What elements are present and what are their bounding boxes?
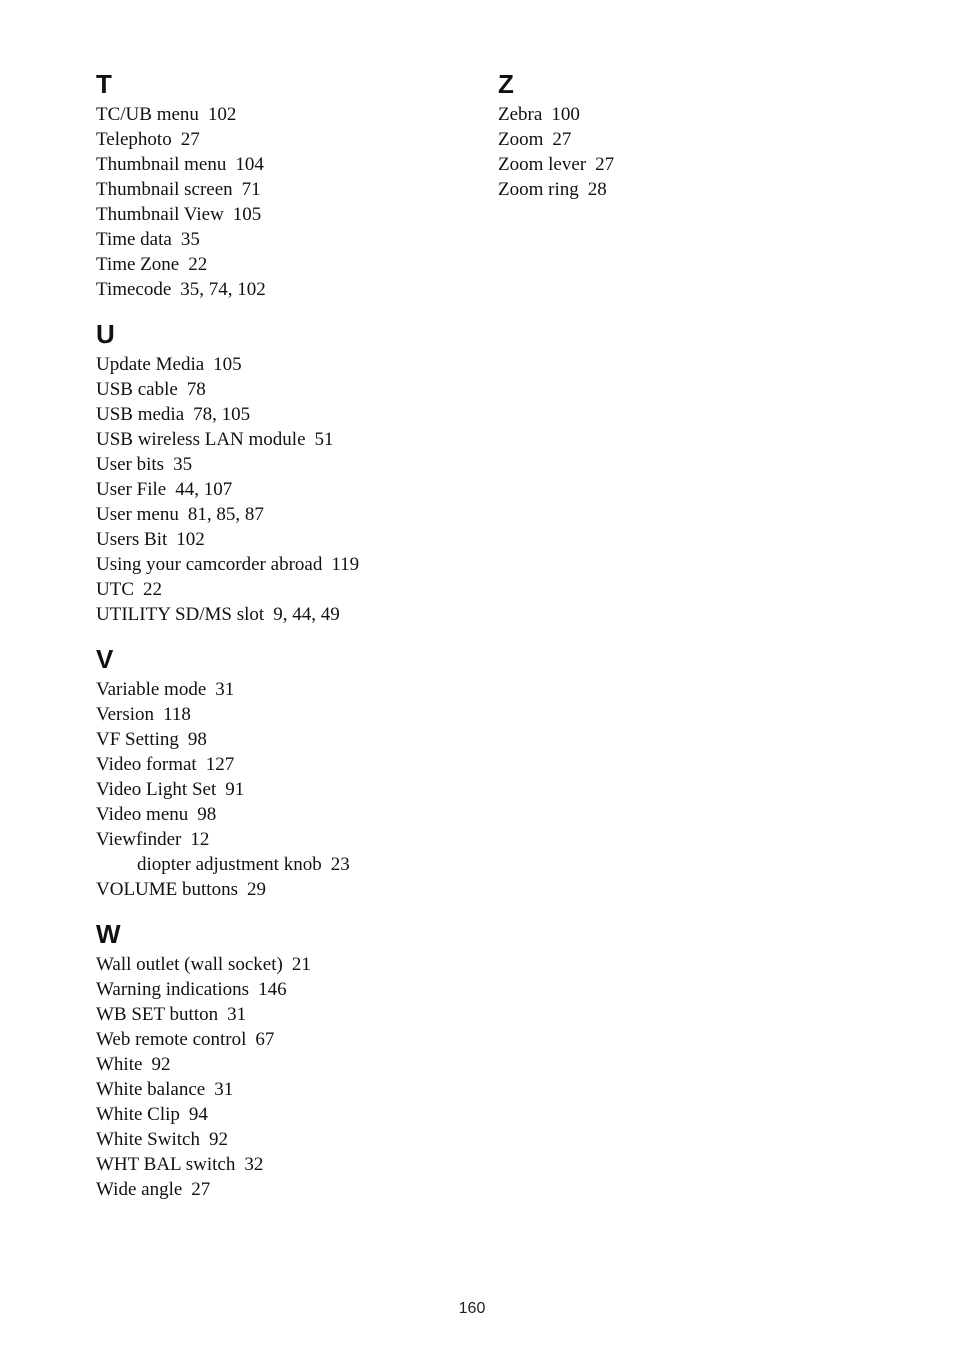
entry-term: Timecode	[96, 279, 172, 300]
entry-page-refs: 35, 74, 102	[180, 279, 266, 300]
entry-term: Wall outlet (wall socket)	[96, 954, 283, 975]
entry-page-refs: 98	[197, 804, 217, 825]
entry-page-refs: 91	[225, 779, 245, 800]
index-entry	[96, 1152, 476, 1177]
entry-term: WHT BAL switch	[96, 1154, 236, 1175]
index-entry	[96, 127, 476, 152]
index-entry	[96, 752, 476, 777]
index-entry	[96, 102, 476, 127]
index-entry	[498, 127, 878, 152]
index-entry	[96, 502, 476, 527]
entry-term: Time Zone	[96, 254, 180, 275]
index-entry	[96, 1052, 476, 1077]
index-entry	[96, 427, 476, 452]
entry-page-refs: 67	[255, 1029, 275, 1050]
entry-page-refs: 22	[143, 579, 162, 600]
entry-term: VF Setting	[96, 729, 179, 750]
entry-page-refs: 27	[180, 129, 200, 150]
entry-term: Telephoto	[96, 129, 172, 150]
entry-term: Video Light Set	[96, 779, 217, 800]
index-entry	[96, 152, 476, 177]
entry-page-refs: 102	[176, 529, 205, 550]
index-entry	[96, 602, 476, 627]
index-entry	[96, 552, 476, 577]
entry-page-refs: 98	[187, 729, 207, 750]
entry-page-refs: 31	[215, 679, 235, 700]
entry-term: Zebra	[498, 104, 543, 125]
entry-page-refs: 78	[186, 379, 206, 400]
entry-term: USB cable	[96, 379, 178, 400]
entry-page-refs: 127	[205, 754, 235, 775]
section-letter-heading: U	[96, 319, 115, 349]
entry-term: White balance	[96, 1079, 206, 1100]
entry-page-refs: 104	[235, 154, 264, 175]
entry-page-refs: 21	[291, 954, 311, 975]
entry-term: Users Bit	[96, 529, 168, 550]
entry-page-refs: 9, 44, 49	[273, 604, 340, 625]
entry-page-refs: 22	[188, 254, 208, 275]
entry-page-refs: 31	[214, 1079, 234, 1100]
entry-term: Web remote control	[96, 1029, 247, 1050]
entry-page-refs: 27	[552, 129, 572, 150]
index-entry	[96, 477, 476, 502]
entry-term: Zoom ring	[498, 179, 579, 200]
entry-page-refs: 92	[208, 1129, 228, 1150]
index-column-left	[96, 66, 476, 1216]
index-entry	[96, 1002, 476, 1027]
entry-page-refs: 27	[595, 154, 615, 175]
entry-term: Time data	[96, 229, 172, 250]
entry-term: Using your camcorder abroad	[96, 554, 323, 575]
index-entry	[498, 152, 878, 177]
section-letter-heading: T	[96, 69, 112, 99]
index-entry	[96, 252, 476, 277]
index-entry	[96, 1027, 476, 1052]
index-section	[96, 66, 476, 302]
entry-page-refs: 32	[244, 1154, 264, 1175]
index-section	[96, 916, 476, 1202]
entry-term: User bits	[96, 454, 165, 475]
entry-term: User File	[96, 479, 167, 500]
entry-term: User menu	[96, 504, 179, 525]
entry-page-refs: 28	[587, 179, 607, 200]
entry-page-refs: 35	[173, 454, 193, 475]
entry-page-refs: 119	[331, 554, 360, 575]
entry-page-refs: 146	[258, 979, 287, 1000]
index-entry	[96, 227, 476, 252]
index-entry	[96, 277, 476, 302]
entry-page-refs: 102	[207, 104, 237, 125]
index-entry	[96, 827, 476, 852]
section-letter-heading: V	[96, 644, 114, 674]
entry-term: White Switch	[96, 1129, 200, 1150]
entry-term: Variable mode	[96, 679, 207, 700]
entry-term: White	[96, 1054, 143, 1075]
index-section	[498, 66, 878, 202]
entry-page-refs: 105	[232, 204, 262, 225]
index-entry	[96, 527, 476, 552]
index-entry	[96, 202, 476, 227]
index-section	[96, 316, 476, 627]
index-entry	[96, 777, 476, 802]
index-entry	[498, 177, 878, 202]
section-letter-heading: W	[96, 919, 121, 949]
entry-term: Zoom lever	[498, 154, 587, 175]
entry-term: Version	[96, 704, 155, 725]
index-entry	[96, 352, 476, 377]
entry-page-refs: 71	[241, 179, 261, 200]
index-entry	[96, 702, 476, 727]
index-entry	[96, 1177, 476, 1202]
index-entry	[498, 102, 878, 127]
entry-term: USB media	[96, 404, 185, 425]
entry-term: Viewfinder	[96, 829, 182, 850]
entry-page-refs: 23	[330, 854, 350, 875]
index-subentry	[96, 852, 476, 877]
index-entry	[96, 1077, 476, 1102]
entry-page-refs: 12	[190, 829, 210, 850]
entry-page-refs: 31	[227, 1004, 247, 1025]
entry-page-refs: 118	[163, 704, 191, 725]
index-entry	[96, 677, 476, 702]
section-letter-heading: Z	[498, 69, 514, 99]
entry-page-refs: 94	[188, 1104, 208, 1125]
index-entry	[96, 952, 476, 977]
entry-term: Thumbnail View	[96, 204, 224, 225]
entry-page-refs: 105	[213, 354, 242, 375]
index-entry	[96, 727, 476, 752]
entry-term: Video format	[96, 754, 197, 775]
index-entry	[96, 177, 476, 202]
entry-page-refs: 78, 105	[193, 404, 251, 425]
entry-term: Wide angle	[96, 1179, 183, 1200]
entry-page-refs: 29	[246, 879, 266, 900]
entry-page-refs: 92	[151, 1054, 171, 1075]
index-entry	[96, 402, 476, 427]
entry-page-refs: 81, 85, 87	[187, 504, 264, 525]
entry-term: TC/UB menu	[96, 104, 199, 125]
index-entry	[96, 977, 476, 1002]
entry-term: Zoom	[498, 129, 544, 150]
entry-page-refs: 27	[191, 1179, 211, 1200]
entry-term: Warning indications	[96, 979, 250, 1000]
entry-term: Video menu	[96, 804, 189, 825]
entry-page-refs: 100	[551, 104, 580, 125]
entry-term: Update Media	[96, 354, 205, 375]
index-entry	[96, 577, 476, 602]
index-entry	[96, 377, 476, 402]
entry-term: White Clip	[96, 1104, 180, 1125]
index-section	[96, 641, 476, 902]
entry-term: VOLUME buttons	[96, 879, 238, 900]
entry-term: Thumbnail screen	[96, 179, 233, 200]
entry-page-refs: 35	[180, 229, 200, 250]
index-entry	[96, 1127, 476, 1152]
entry-page-refs: 51	[314, 429, 334, 450]
index-entry	[96, 1102, 476, 1127]
entry-term: Thumbnail menu	[96, 154, 227, 175]
entry-term: UTC	[96, 579, 134, 600]
index-column-right	[498, 66, 878, 216]
entry-term: WB SET button	[96, 1004, 219, 1025]
entry-term: UTILITY SD/MS slot	[96, 604, 265, 625]
index-entry	[96, 452, 476, 477]
entry-term: diopter adjustment knob	[137, 854, 322, 875]
entry-page-refs: 44, 107	[175, 479, 233, 500]
page-number: 160	[458, 1300, 486, 1317]
index-entry	[96, 877, 476, 902]
entry-term: USB wireless LAN module	[96, 429, 306, 450]
index-entry	[96, 802, 476, 827]
